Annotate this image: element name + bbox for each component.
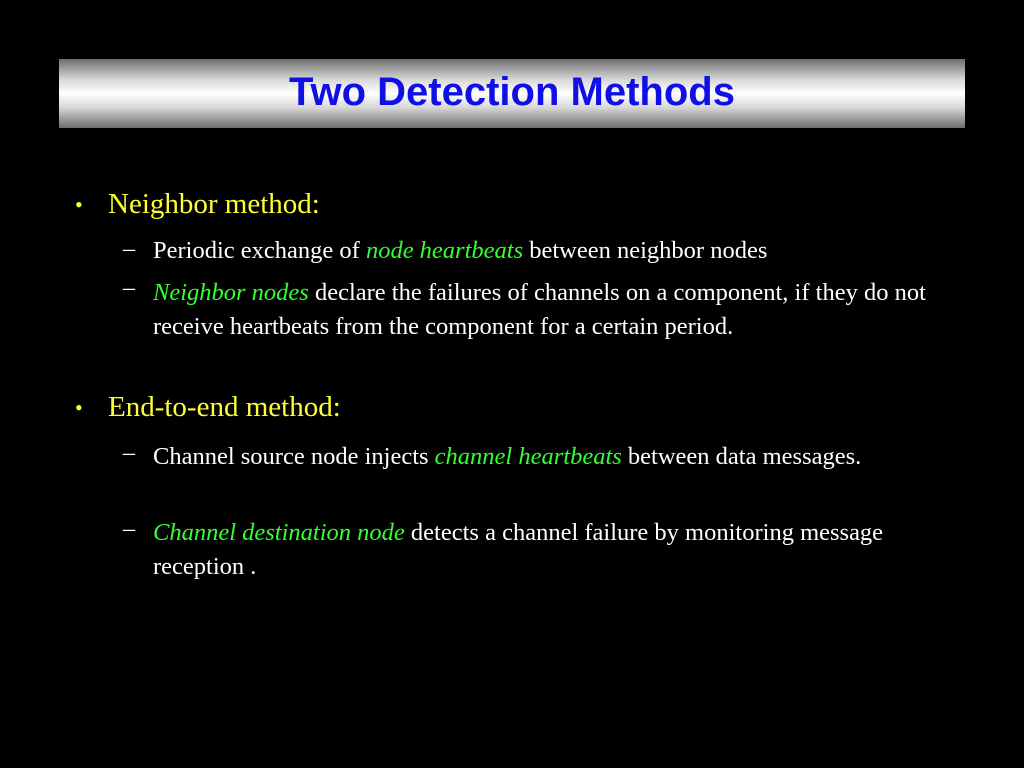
dash-icon: – <box>123 275 135 301</box>
list-item <box>153 440 933 474</box>
list-item <box>153 234 973 268</box>
list-item <box>153 276 965 344</box>
section-heading-neighbor: Neighbor method: <box>108 188 320 220</box>
item-text: Periodic exchange of <box>153 237 366 264</box>
slide-title: Two Detection Methods <box>289 70 735 114</box>
item-emphasis: channel heartbeats <box>434 443 622 470</box>
item-text: between neighbor nodes <box>523 237 768 264</box>
item-emphasis: Neighbor nodes <box>153 279 309 306</box>
dash-icon: – <box>123 236 135 262</box>
list-item <box>153 516 965 584</box>
item-text: declare the failures of channels on a component, if they do not receive heartbeats from the component for a certain period. <box>153 279 926 340</box>
dash-icon: – <box>123 516 135 542</box>
item-emphasis: node heartbeats <box>365 237 524 264</box>
bullet-icon: • <box>75 395 83 420</box>
item-emphasis: Channel destination node <box>153 519 405 546</box>
dash-icon: – <box>123 440 135 466</box>
bullet-icon: • <box>75 192 83 217</box>
item-text: Channel source node injects <box>153 443 435 470</box>
section-heading-end-to-end: End-to-end method: <box>108 391 341 423</box>
item-text: detects a channel failure by monitoring message reception . <box>153 519 884 580</box>
item-text: between data messages. <box>621 443 862 470</box>
